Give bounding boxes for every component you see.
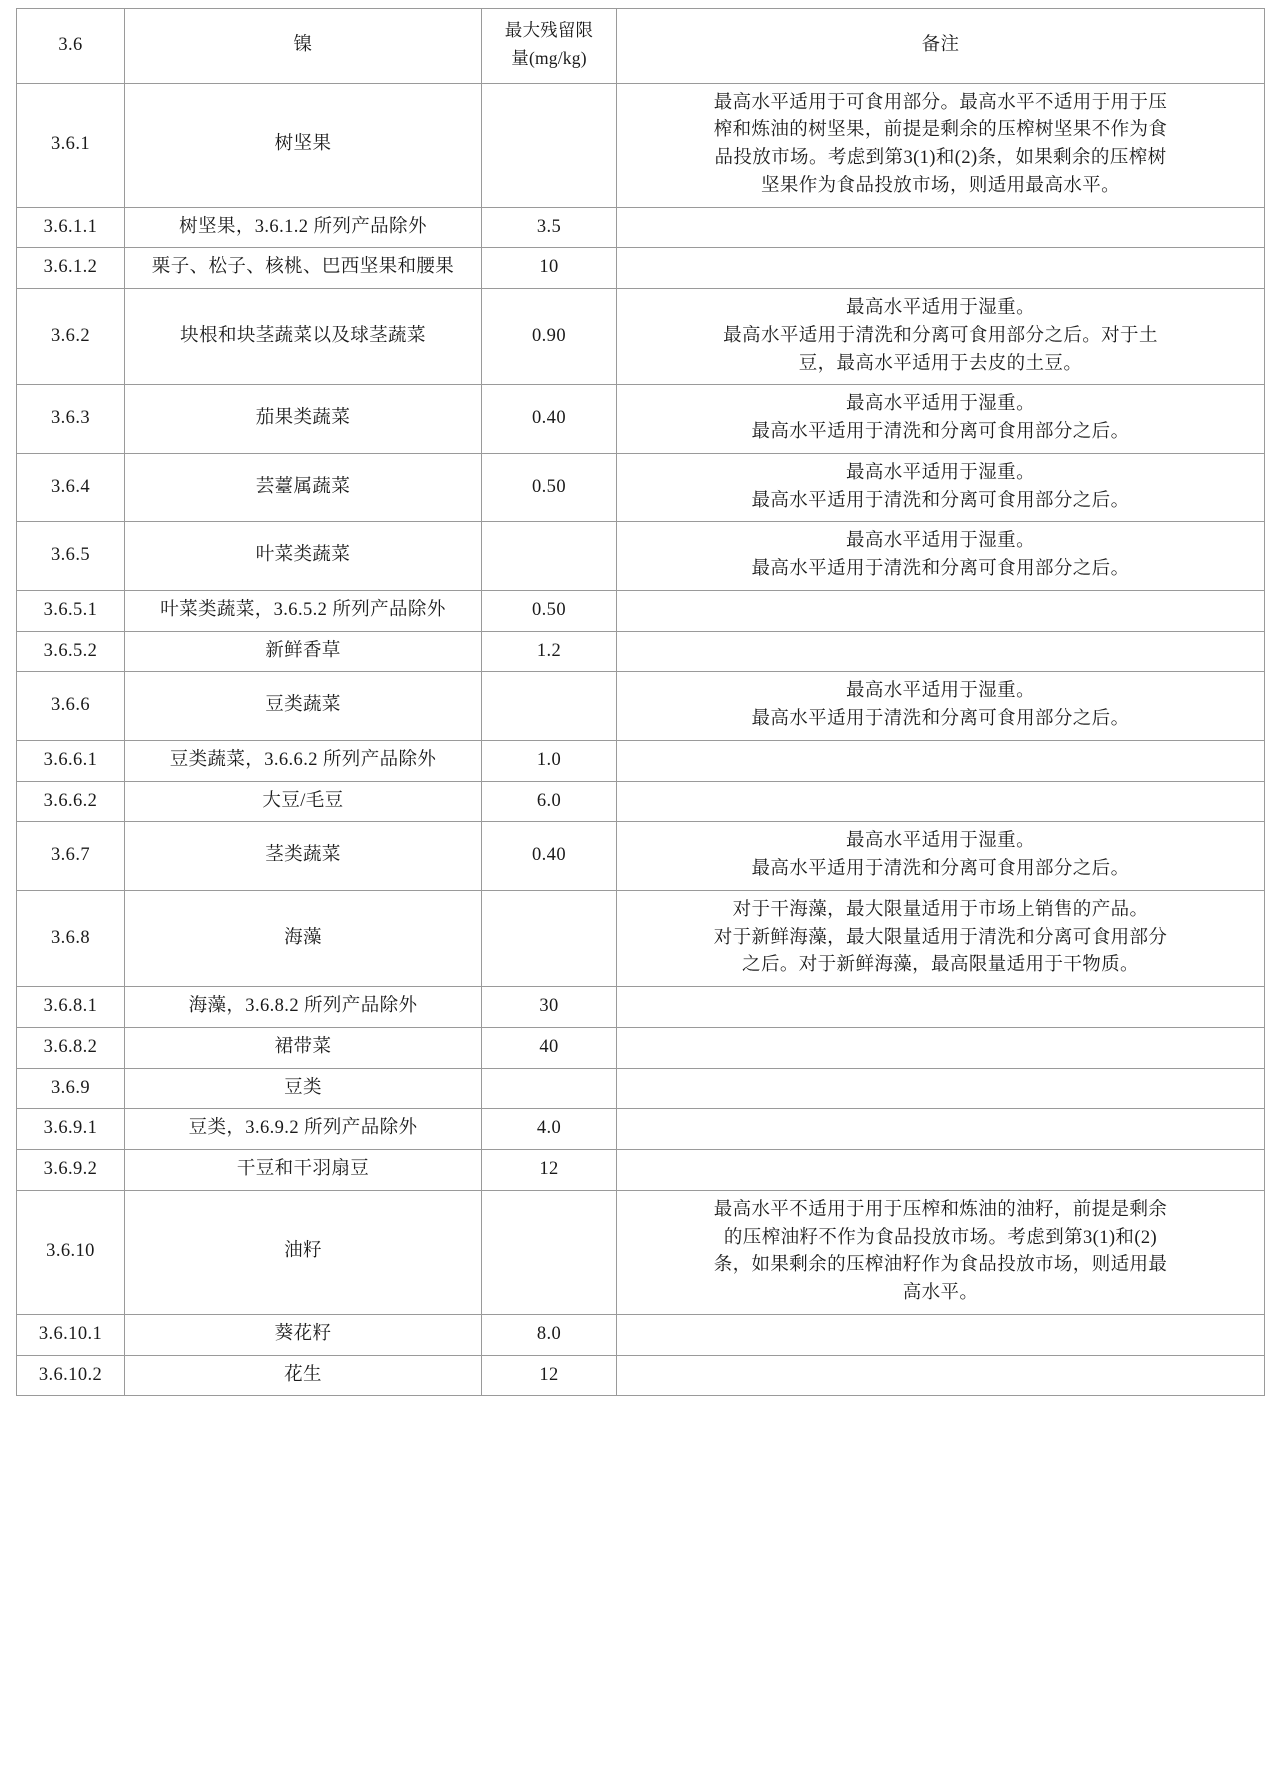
row-remarks — [617, 822, 1265, 891]
row-product-name: 葵花籽 — [125, 1314, 482, 1355]
table-row — [17, 631, 1265, 672]
row-limit-value: 10 — [482, 248, 617, 289]
table-row — [17, 453, 1265, 522]
table-row — [17, 1355, 1265, 1396]
row-limit-value: 12 — [482, 1150, 617, 1191]
header-max-residue-limit — [482, 9, 617, 84]
row-remarks — [617, 672, 1265, 741]
row-limit-value — [482, 1190, 617, 1314]
remark-line: 的压榨油籽不作为食品投放市场。考虑到第3(1)和(2) — [723, 1227, 1158, 1248]
row-limit-value: 0.50 — [482, 590, 617, 631]
row-remarks — [617, 1109, 1265, 1150]
row-product-name: 茄果类蔬菜 — [125, 385, 482, 454]
row-code: 3.6.4 — [17, 453, 125, 522]
table-row — [17, 740, 1265, 781]
table-row — [17, 385, 1265, 454]
row-code: 3.6.9.2 — [17, 1150, 125, 1191]
table-row — [17, 1150, 1265, 1191]
row-limit-value: 30 — [482, 987, 617, 1028]
row-code: 3.6.9.1 — [17, 1109, 125, 1150]
row-code: 3.6.6.2 — [17, 781, 125, 822]
remark-line: 榨和炼油的树坚果，前提是剩余的压榨树坚果不作为食 — [713, 120, 1168, 141]
row-limit-value: 1.2 — [482, 631, 617, 672]
remark-line: 最高水平适用于湿重。 — [845, 394, 1035, 415]
row-product-name: 海藻，3.6.8.2 所列产品除外 — [125, 987, 482, 1028]
row-limit-value — [482, 83, 617, 207]
remark-line: 高水平。 — [902, 1283, 979, 1303]
row-code: 3.6.10.2 — [17, 1355, 125, 1396]
row-remarks — [617, 631, 1265, 672]
residue-limit-table — [16, 8, 1265, 1396]
row-product-name: 叶菜类蔬菜，3.6.5.2 所列产品除外 — [125, 590, 482, 631]
header-limit-line1: 最大残留限 — [504, 20, 594, 40]
row-code: 3.6.10 — [17, 1190, 125, 1314]
remark-line: 之后。对于新鲜海藻，最高限量适用于干物质。 — [742, 955, 1139, 976]
table-row — [17, 83, 1265, 207]
remark-line: 最高水平适用于湿重。 — [845, 531, 1035, 552]
row-limit-value — [482, 672, 617, 741]
table-row — [17, 1109, 1265, 1150]
row-product-name: 块根和块茎蔬菜以及球茎蔬菜 — [125, 289, 482, 385]
row-limit-value: 40 — [482, 1027, 617, 1068]
row-remarks — [617, 453, 1265, 522]
row-limit-value: 8.0 — [482, 1314, 617, 1355]
row-limit-value: 6.0 — [482, 781, 617, 822]
row-remarks — [617, 83, 1265, 207]
row-limit-value: 0.40 — [482, 385, 617, 454]
row-code: 3.6.1.1 — [17, 207, 125, 248]
row-code: 3.6.5.1 — [17, 590, 125, 631]
row-remarks — [617, 207, 1265, 248]
table-row — [17, 248, 1265, 289]
row-remarks — [617, 248, 1265, 289]
row-product-name: 豆类蔬菜，3.6.6.2 所列产品除外 — [125, 740, 482, 781]
table-row — [17, 822, 1265, 891]
table-row — [17, 522, 1265, 591]
table-row — [17, 890, 1265, 986]
remark-line: 最高水平适用于可食用部分。最高水平不适用于用于压 — [713, 92, 1168, 113]
row-code: 3.6.1 — [17, 83, 125, 207]
remark-line: 最高水平适用于清洗和分离可食用部分之后。 — [751, 559, 1130, 579]
table-row — [17, 590, 1265, 631]
remark-line: 坚果作为食品投放市场，则适用最高水平。 — [760, 175, 1121, 196]
remark-line: 最高水平适用于清洗和分离可食用部分之后。 — [751, 859, 1130, 879]
header-limit-line2: 量(mg/kg) — [511, 47, 587, 68]
row-product-name: 豆类，3.6.9.2 所列产品除外 — [125, 1109, 482, 1150]
table-row — [17, 781, 1265, 822]
row-limit-value: 12 — [482, 1355, 617, 1396]
row-code: 3.6.10.1 — [17, 1314, 125, 1355]
row-limit-value: 0.50 — [482, 453, 617, 522]
row-limit-value — [482, 1068, 617, 1109]
row-product-name: 叶菜类蔬菜 — [125, 522, 482, 591]
remark-line: 最高水平适用于湿重。 — [845, 298, 1035, 318]
remark-line: 最高水平适用于湿重。 — [845, 831, 1035, 852]
row-product-name: 栗子、松子、核桃、巴西坚果和腰果 — [125, 248, 482, 289]
header-substance-name: 镍 — [125, 9, 482, 84]
remark-line: 最高水平不适用于用于压榨和炼油的油籽，前提是剩余 — [713, 1199, 1168, 1220]
row-remarks — [617, 890, 1265, 986]
row-code: 3.6.2 — [17, 289, 125, 385]
row-code: 3.6.8.1 — [17, 987, 125, 1028]
remark-line: 对于新鲜海藻，最大限量适用于清洗和分离可食用部分 — [713, 927, 1168, 948]
row-code: 3.6.6 — [17, 672, 125, 741]
row-code: 3.6.5.2 — [17, 631, 125, 672]
row-product-name: 裙带菜 — [125, 1027, 482, 1068]
row-remarks — [617, 1027, 1265, 1068]
row-limit-value: 1.0 — [482, 740, 617, 781]
row-remarks — [617, 590, 1265, 631]
remark-line: 条，如果剩余的压榨油籽作为食品投放市场，则适用最 — [713, 1255, 1168, 1276]
row-remarks — [617, 1150, 1265, 1191]
row-limit-value: 4.0 — [482, 1109, 617, 1150]
row-code: 3.6.6.1 — [17, 740, 125, 781]
row-product-name: 豆类 — [125, 1068, 482, 1109]
row-limit-value: 3.5 — [482, 207, 617, 248]
row-limit-value: 0.40 — [482, 822, 617, 891]
row-product-name: 豆类蔬菜 — [125, 672, 482, 741]
row-remarks — [617, 522, 1265, 591]
row-remarks — [617, 1190, 1265, 1314]
row-code: 3.6.8.2 — [17, 1027, 125, 1068]
row-product-name: 大豆/毛豆 — [125, 781, 482, 822]
row-code: 3.6.5 — [17, 522, 125, 591]
remark-line: 最高水平适用于清洗和分离可食用部分之后。 — [751, 422, 1130, 442]
row-product-name: 花生 — [125, 1355, 482, 1396]
row-product-name: 油籽 — [125, 1190, 482, 1314]
header-remarks: 备注 — [617, 9, 1265, 84]
header-code: 3.6 — [17, 9, 125, 84]
table-body — [17, 9, 1265, 1396]
row-product-name: 芸薹属蔬菜 — [125, 453, 482, 522]
table-row — [17, 1068, 1265, 1109]
row-remarks — [617, 987, 1265, 1028]
row-limit-value — [482, 522, 617, 591]
row-product-name: 干豆和干羽扇豆 — [125, 1150, 482, 1191]
table-row — [17, 1190, 1265, 1314]
remark-line: 最高水平适用于湿重。 — [845, 681, 1035, 702]
table-row — [17, 289, 1265, 385]
row-code: 3.6.8 — [17, 890, 125, 986]
row-remarks — [617, 385, 1265, 454]
table-row — [17, 987, 1265, 1028]
remark-line: 对于干海藻，最大限量适用于市场上销售的产品。 — [732, 899, 1149, 920]
row-product-name: 海藻 — [125, 890, 482, 986]
row-remarks — [617, 1068, 1265, 1109]
row-remarks — [617, 289, 1265, 385]
row-product-name: 树坚果，3.6.1.2 所列产品除外 — [125, 207, 482, 248]
row-code: 3.6.1.2 — [17, 248, 125, 289]
remark-line: 豆，最高水平适用于去皮的土豆。 — [798, 353, 1083, 374]
table-header-row — [17, 9, 1265, 84]
remark-line: 品投放市场。考虑到第3(1)和(2)条，如果剩余的压榨树 — [714, 148, 1167, 168]
row-code: 3.6.7 — [17, 822, 125, 891]
row-product-name: 树坚果 — [125, 83, 482, 207]
table-row — [17, 1314, 1265, 1355]
remark-line: 最高水平适用于清洗和分离可食用部分之后。 — [751, 490, 1130, 511]
table-row — [17, 207, 1265, 248]
row-remarks — [617, 781, 1265, 822]
table-row — [17, 1027, 1265, 1068]
row-remarks — [617, 740, 1265, 781]
row-product-name: 茎类蔬菜 — [125, 822, 482, 891]
remark-line: 最高水平适用于清洗和分离可食用部分之后。对于土 — [723, 325, 1158, 346]
remark-line: 最高水平适用于湿重。 — [845, 462, 1035, 483]
row-code: 3.6.3 — [17, 385, 125, 454]
row-product-name: 新鲜香草 — [125, 631, 482, 672]
table-row — [17, 672, 1265, 741]
row-limit-value — [482, 890, 617, 986]
row-code: 3.6.9 — [17, 1068, 125, 1109]
row-remarks — [617, 1355, 1265, 1396]
row-remarks — [617, 1314, 1265, 1355]
row-limit-value: 0.90 — [482, 289, 617, 385]
remark-line: 最高水平适用于清洗和分离可食用部分之后。 — [751, 709, 1130, 729]
